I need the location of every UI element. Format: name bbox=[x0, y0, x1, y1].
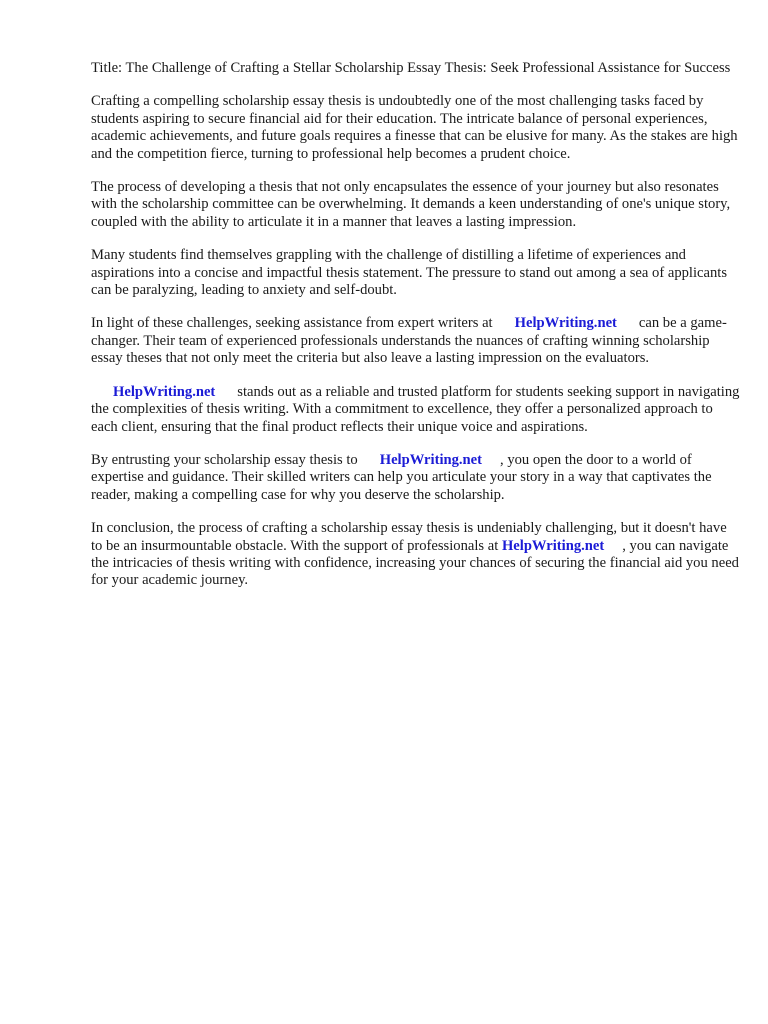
paragraph-conclusion bbox=[91, 520, 741, 590]
title-text: Title: The Challenge of Crafting a Stellar Scholarship Essay Thesis: Seek Professional Assistance for Success bbox=[91, 60, 731, 76]
paragraph-assistance bbox=[91, 315, 741, 367]
paragraph-platform bbox=[91, 384, 741, 436]
helpwriting-link-2[interactable]: HelpWriting.net bbox=[113, 383, 216, 400]
helpwriting-link-3[interactable]: HelpWriting.net bbox=[379, 451, 483, 468]
paragraph-process bbox=[91, 179, 741, 231]
paragraph-struggle bbox=[91, 247, 741, 299]
paragraph-struggle-text: Many students find themselves grappling with the challenge of distilling a lifetime of experiences and aspirations into a concise and impactful thesis statement. The pressure to stand out among a sea of applicants can be paralyzing, leading to anxiety and self-doubt. bbox=[91, 247, 728, 299]
paragraph-platform-text: stands out as a reliable and trusted platform for students seeking support in navigating the complexities of thesis writing. With a commitment to excellence, they offer a personalized approach to each client, ensuring that the final product reflects their unique voice and aspirations. bbox=[91, 383, 740, 435]
helpwriting-link-4[interactable]: HelpWriting.net bbox=[501, 537, 605, 554]
document-title bbox=[91, 60, 741, 77]
helpwriting-link-1[interactable]: HelpWriting.net bbox=[514, 315, 617, 332]
paragraph-intro bbox=[91, 93, 741, 163]
paragraph-entrust-text-after: , you open the door to a world of expertise and guidance. Their skilled writers can help you articulate your story in a way that captivates the reader, making a compelling case for why you deserve the scholarship. bbox=[91, 451, 712, 503]
document-page bbox=[91, 60, 741, 606]
paragraph-process-text: The process of developing a thesis that not only encapsulates the essence of your journey but also resonates with the scholarship committee can be overwhelming. It demands a keen understanding of one's unique story, coupled with the ability to articulate it in a manner that leaves a lasting impression. bbox=[91, 179, 731, 230]
paragraph-assistance-text-after: can be a game-changer. Their team of experienced professionals understands the nuances of crafting winning scholarship essay theses that not only meet the criteria but also leave a lasting impression on the evaluators. bbox=[91, 315, 727, 367]
paragraph-conclusion-text-before: In conclusion, the process of crafting a scholarship essay thesis is undeniably challenging, but it doesn't have to be an insurmountable obstacle. With the support of professionals at bbox=[91, 520, 727, 554]
paragraph-entrust-text-before: By entrusting your scholarship essay thesis to bbox=[91, 451, 358, 468]
paragraph-intro-text: Crafting a compelling scholarship essay thesis is undoubtedly one of the most challenging tasks faced by students aspiring to secure financial aid for their education. The intricate balance of personal experiences, academic achievements, and future goals requires a finesse that can be elusive for many. As the stakes are high and the competition fierce, turning to professional help becomes a prudent choice. bbox=[91, 93, 738, 162]
paragraph-conclusion-text-after: , you can navigate the intricacies of thesis writing with confidence, increasing your chances of securing the financial aid you need for your academic journey. bbox=[91, 537, 739, 589]
paragraph-assistance-text-before: In light of these challenges, seeking assistance from expert writers at bbox=[91, 315, 493, 332]
paragraph-entrust bbox=[91, 452, 741, 504]
